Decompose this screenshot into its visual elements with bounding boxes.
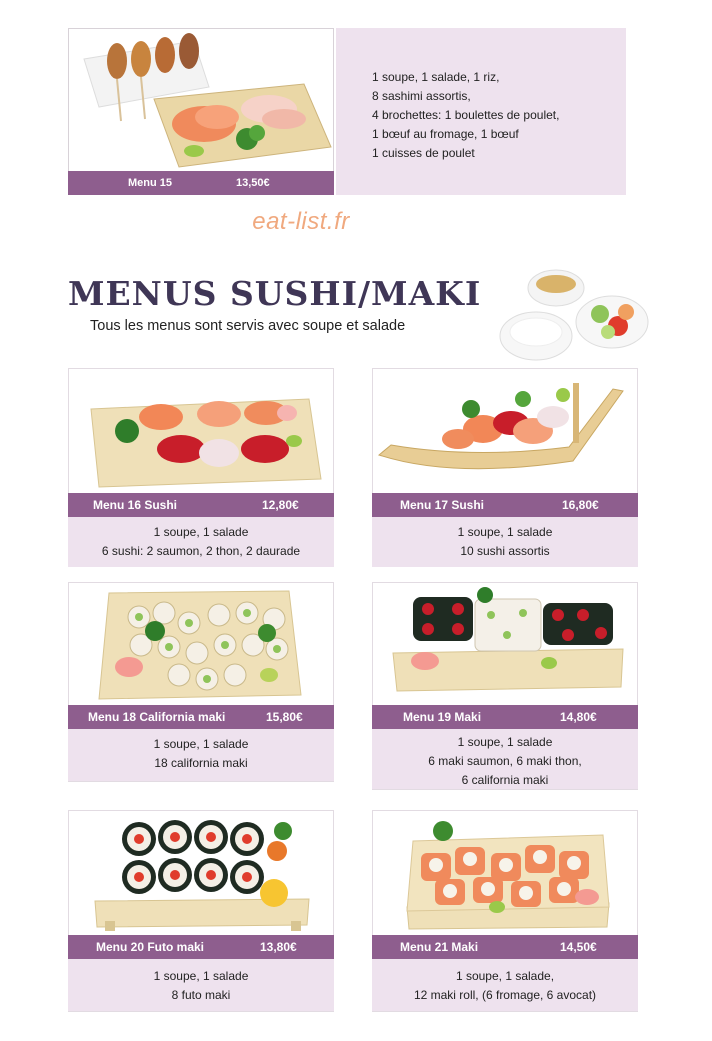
menu-card-name: Menu 21 Maki (400, 940, 479, 954)
menu-card-description (372, 729, 638, 789)
menu-card (68, 582, 334, 782)
section-subtitle: Tous les menus sont servis avec soupe et salade (90, 318, 406, 334)
menu-card-name: Menu 17 Sushi (400, 498, 485, 512)
watermark: eat-list.fr (252, 208, 350, 235)
menu-card-line: 10 sushi assortis (460, 544, 550, 558)
california-maki-illustration (69, 583, 333, 705)
menu-card-line: 8 futo maki (171, 988, 231, 1002)
maki-roll-illustration (373, 811, 637, 935)
soup-rice-salad-illustration (496, 262, 656, 362)
yakitori-sashimi-illustration (69, 29, 333, 171)
menu-card-name: Menu 16 Sushi (93, 498, 178, 512)
menu-card-description (372, 959, 638, 1011)
menu-card-line: 1 soupe, 1 salade (457, 525, 553, 539)
menu-card-line: 18 california maki (154, 756, 248, 770)
menu-15-line: 4 brochettes: 1 boulettes de poulet, (372, 108, 560, 122)
menu-card-line: 6 sushi: 2 saumon, 2 thon, 2 daurade (101, 544, 301, 558)
menu-card-line: 1 soupe, 1 salade (153, 525, 249, 539)
futo-maki-illustration (69, 811, 333, 935)
sushi-boat-illustration (373, 369, 637, 493)
menu-card-name: Menu 18 California maki (88, 710, 226, 724)
menu-card-price: 15,80€ (266, 710, 303, 724)
menu-15-line: 1 soupe, 1 salade, 1 riz, (372, 70, 500, 84)
menu-card-description (372, 517, 638, 567)
menu-card-line: 1 soupe, 1 salade (457, 735, 553, 749)
menu-card-description (68, 517, 334, 567)
menu-card-price: 16,80€ (562, 498, 599, 512)
menu-card-name: Menu 20 Futo maki (96, 940, 205, 954)
menu-15-name: Menu 15 (128, 177, 173, 189)
menu-card (372, 810, 638, 1012)
menu-card-description (68, 729, 334, 781)
sushi-illustration (69, 369, 333, 493)
menu-card-line: 12 maki roll, (6 fromage, 6 avocat) (413, 988, 597, 1002)
menu-card-line: 6 california maki (461, 773, 549, 787)
menu-card-line: 1 soupe, 1 salade, (455, 969, 555, 983)
menu-card-bar (68, 493, 334, 517)
menu-card-line: 1 soupe, 1 salade (153, 969, 249, 983)
menu-card-bar (372, 705, 638, 729)
menu-card-name: Menu 19 Maki (403, 710, 482, 724)
menu-card (68, 368, 334, 567)
menu-15-description (336, 28, 626, 195)
menu-card (68, 810, 334, 1012)
menu-15-line: 8 sashimi assortis, (372, 89, 471, 103)
menu-card-line: 1 soupe, 1 salade (153, 737, 249, 751)
menu-card-description (68, 959, 334, 1011)
menu-15-line: 1 cuisses de poulet (372, 146, 475, 160)
menu-card (372, 368, 638, 567)
menu-card-price: 12,80€ (262, 498, 299, 512)
menu-card-bar (372, 935, 638, 959)
menu-card-bar (372, 493, 638, 517)
menu-15-line: 1 bœuf au fromage, 1 bœuf (372, 127, 519, 141)
menu-card-bar (68, 705, 334, 729)
menu-15-photo (68, 28, 334, 195)
menu-card-price: 13,80€ (260, 940, 297, 954)
menu-card-price: 14,50€ (560, 940, 597, 954)
menu-card (372, 582, 638, 790)
menu-15-bar (68, 171, 334, 195)
menu-card-line: 6 maki saumon, 6 maki thon, (428, 754, 582, 768)
menu-15-price: 13,50€ (236, 177, 270, 189)
menu-card-bar (68, 935, 334, 959)
section-title: MENUS SUSHI/MAKI (68, 274, 482, 313)
menu-card-price: 14,80€ (560, 710, 597, 724)
maki-illustration (373, 583, 637, 705)
